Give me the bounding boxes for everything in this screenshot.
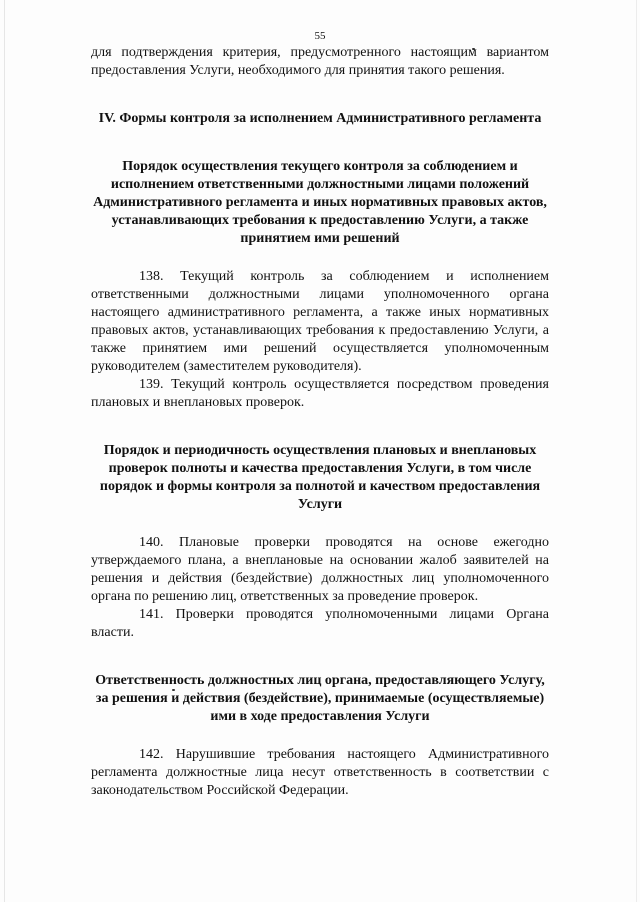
subsection-heading-current-control: Порядок осуществления текущего контроля за соблюдением и исполнением ответственными должностными лицами положений Административного регламента и иных нормативных правовых актов, устанавливающих требования к предоставлению Услуги, а также принятием ими решений [93, 159, 547, 246]
paragraph-140: 140. Плановые проверки проводятся на основе ежегодно утверждаемого плана, а внеплановые на основании жалоб заявителей на решения и действия (бездействие) должностных лиц уполномоченного органа по решению лиц, ответственных за проведение проверок. [91, 535, 549, 604]
subsection-heading-inspections: Порядок и периодичность осуществления плановых и внеплановых проверок полноты и качества предоставления Услуги, в том числе порядок и формы контроля за полнотой и качеством предоставления Услуги [99, 443, 541, 512]
page-number: 55 [314, 30, 326, 42]
paragraph-139: 139. Текущий контроль осуществляется посредством проведения плановых и внеплановых проверок. [91, 377, 549, 410]
page-content [91, 44, 549, 800]
paragraph-138: 138. Текущий контроль за соблюдением и исполнением ответственными должностными лицами уполномоченного органа настоящего административного регламента, а также иных нормативных правовых актов, устанавливающих требования к предоставлению Услуги, а также принятием ими решений осуществляется уполномоченным руководителем (заместителем руководителя). [91, 269, 549, 374]
paragraph-142: 142. Нарушившие требования настоящего Административного регламента должностные лица несут ответственность в соответствии с законодательством Российской Федерации. [91, 747, 549, 798]
paragraph-141: 141. Проверки проводятся уполномоченными лицами Органа власти. [91, 607, 549, 640]
section-title: IV. Формы контроля за исполнением Административного регламента [98, 111, 542, 126]
scan-edge-left [4, 0, 5, 902]
intro-paragraph: для подтверждения критерия, предусмотренного настоящим вариантом предоставления Услуги, необходимого для принятия такого решения. [91, 45, 549, 78]
subsection-heading-responsibility: Ответственность должностных лиц органа, предоставляющего Услугу, за решения и действия (бездействие), принимаемые (осуществляемые) ими в ходе предоставления Услуги [95, 673, 545, 724]
scan-edge-right [636, 0, 637, 902]
